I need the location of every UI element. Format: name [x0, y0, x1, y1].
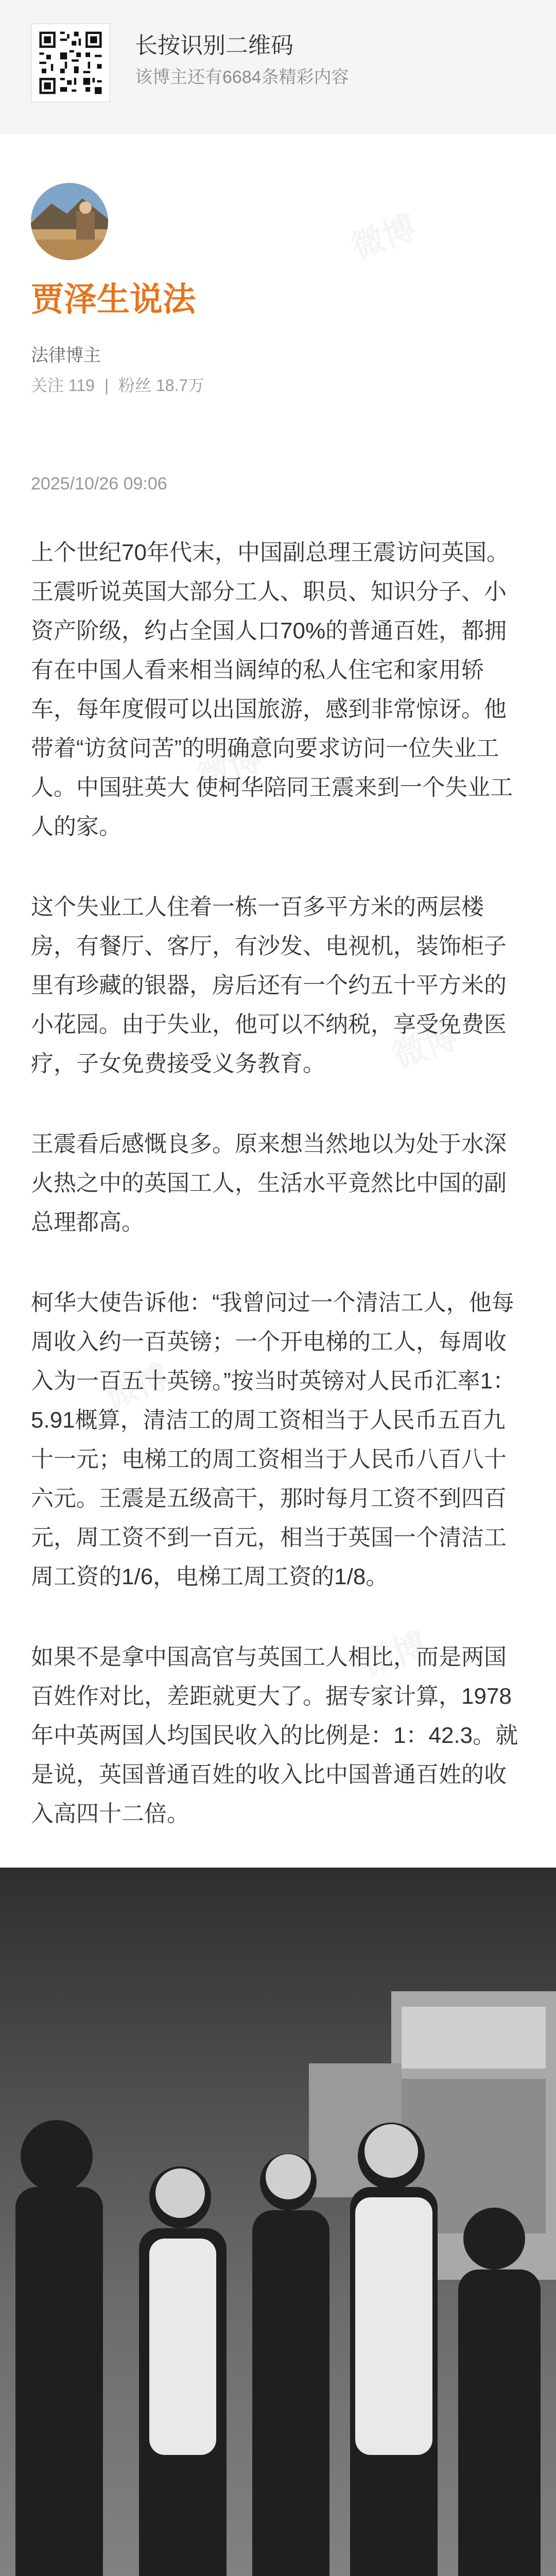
banner-subtitle: 该博主还有6684条精彩内容 [135, 67, 349, 87]
avatar[interactable] [31, 183, 108, 260]
stats-divider: | [104, 376, 109, 395]
fans-count: 18.7万 [155, 376, 205, 395]
paragraph: 柯华大使告诉他：“我曾问过一个清洁工人，他每周收入约一百英镑；一个开电梯的工人，每周收入为一百五十英镑。”按当时英镑对人民币汇率1：5.91概算，清洁工的周工资相当于人民币五百九十一元；电梯工的周工资相当于人民币八百八十六元。王震是五级高干，那时每月工资不到四百元，周工资不到一百元，相当于英国一个清洁工周工资的1/6，电梯工周工资的1/8。 [31, 1290, 516, 1589]
fans-label: 粉丝 [118, 376, 152, 395]
author-role: 法律博主 [31, 346, 101, 365]
top-banner [0, 0, 556, 134]
banner-title: 长按识别二维码 [135, 33, 293, 58]
follow-count: 119 [68, 376, 95, 395]
paragraph: 王震看后感慨良多。原来想当然地以为处于水深火热之中的英国工人，生活水平竟然比中国的副总理都高。 [31, 1131, 507, 1235]
post-time: 2025/10/26 09:06 [31, 474, 167, 494]
author-name[interactable]: 贾泽生说法 [31, 281, 196, 318]
watermark [344, 201, 422, 268]
post-photo[interactable] [0, 1868, 556, 2576]
paragraph: 这个失业工人住着一栋一百多平方米的两层楼房，有餐厅、客厅，有沙发、电视机，装饰柜子里有珍藏的银器，房后还有一个约五十平方米的小花园。由于失业，他可以不纳税，享受免费医疗，子女免费接受义务教育。 [31, 894, 507, 1076]
qr-code-icon[interactable] [31, 23, 110, 103]
paragraph: 如果不是拿中国高官与英国工人相比，而是两国百姓作对比，差距就更大了。据专家计算，1978年中英两国人均国民收入的比例是：1：42.3。就是说，英国普通百姓的收入比中国普通百姓的收入高四十二倍。 [31, 1645, 518, 1826]
author-stats [31, 372, 204, 396]
paragraph: 上个世纪70年代末，中国副总理王震访问英国。王震听说英国大部分工人、职员、知识分子、小资产阶级，约占全国人口70%的普通百姓，都拥有在中国人看来相当阔绰的私人住宅和家用轿车，每年度假可以出国旅游，感到非常惊讶。他带着“访贫问苦”的明确意向要求访问一位失业工人。中国驻英大 使柯华陪同王震来到一个失业工人的家。 [31, 540, 513, 839]
follow-label: 关注 [31, 376, 64, 395]
post-card [0, 134, 556, 2576]
